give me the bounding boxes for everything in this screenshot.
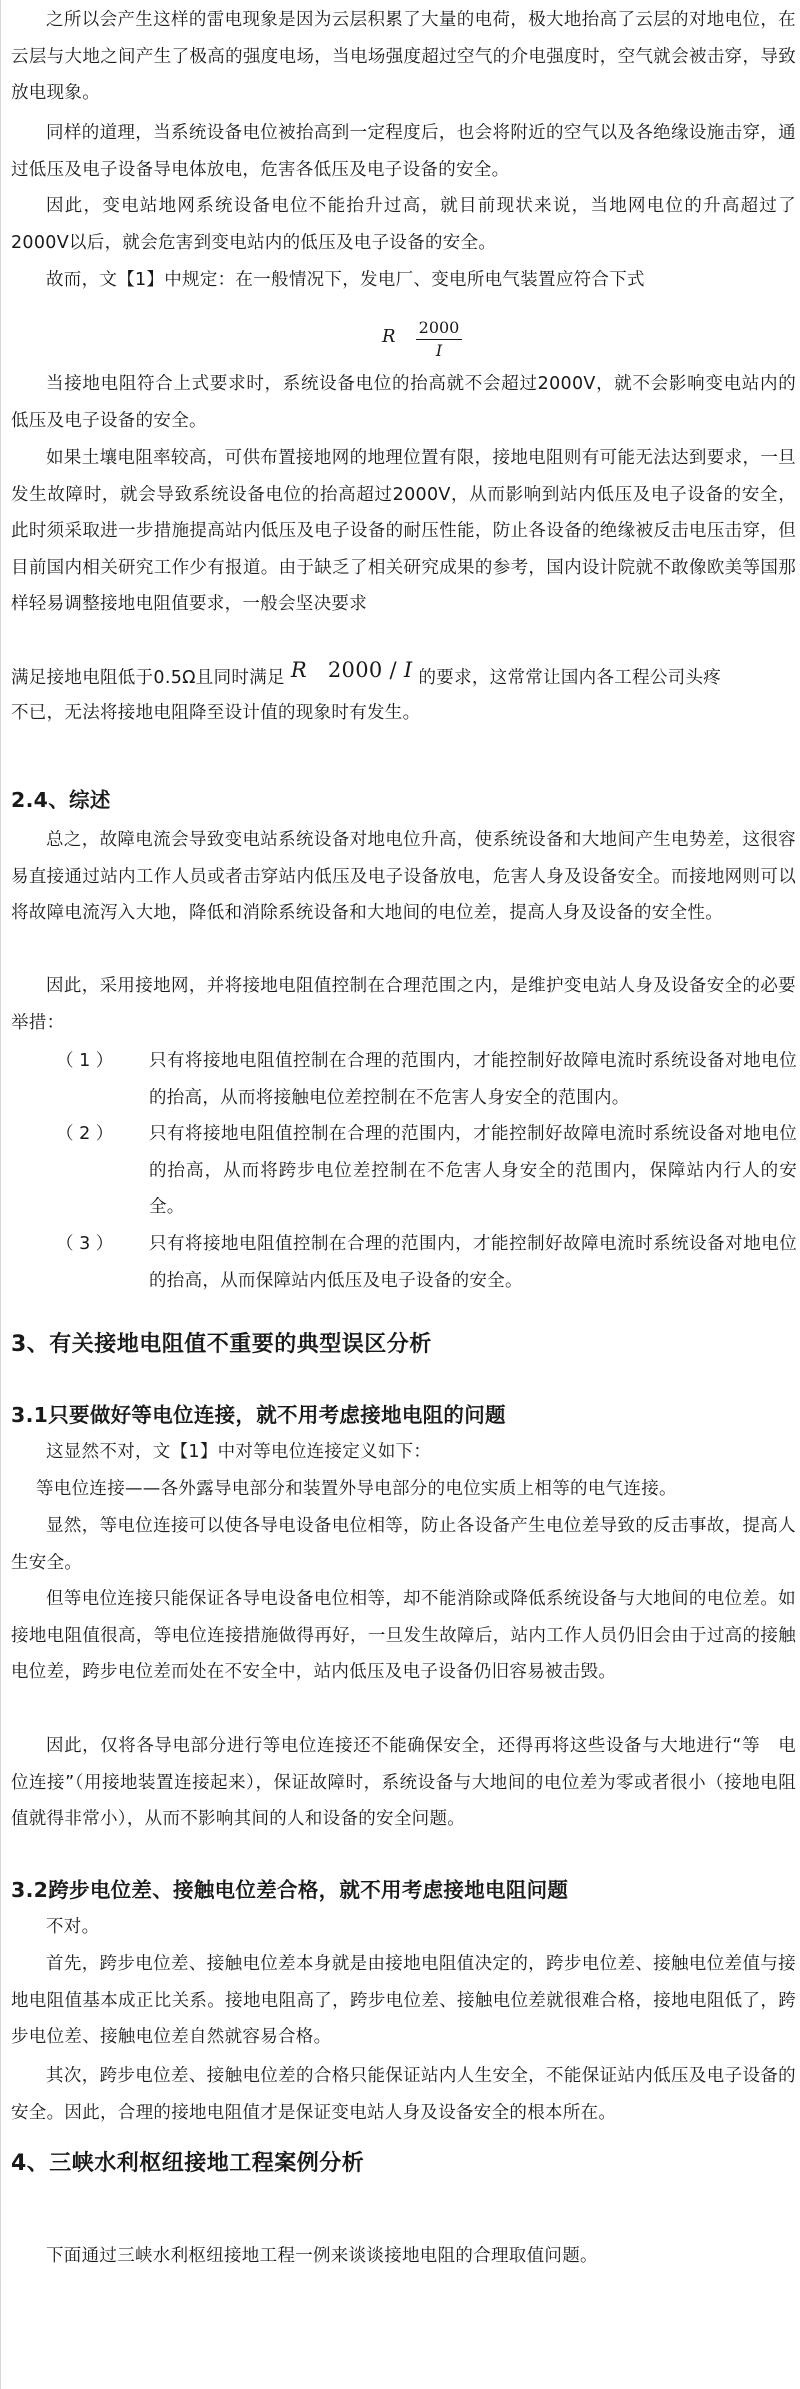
list-item-text: 只有将接地电阻值控制在合理的范围内，才能控制好故障电流时系统设备对地电位的抬高，从而将跨步电位差控制在不危害人身安全的范围内，保障站内行人的安全。	[149, 1124, 797, 1217]
list-item-label: （ 3 ）	[56, 1234, 114, 1254]
paragraph-lightning-cause: 之所以会产生这样的雷电现象是因为云层积累了大量的电荷，极大地抬高了云层的对地电位，在云层与大地之间产生了极高的强度电场，当电场强度超过空气的介电强度时，空气就会被击穿，导致放电现象。	[11, 10, 796, 103]
paragraph-necessity: 因此，采用接地网，并将接地电阻值控制在合理范围之内，是维护变电站人身及设备安全的必要举措：	[11, 976, 796, 1033]
paragraph-regulation: 故而，文【1】中规定：在一般情况下，发电厂、变电所电气装置应符合下式	[46, 270, 645, 290]
heading-section-3-2: 3.2跨步电位差、接触电位差合格，就不用考虑接地电阻问题	[11, 1878, 569, 1902]
paragraph-requirement-end: 不已，无法将接地电阻降至设计值的现象时有发生。	[11, 703, 421, 723]
paragraph-incorrect: 不对。	[46, 1917, 100, 1937]
paragraph-high-resistivity: 如果土壤电阻率较高，可供布置接地网的地理位置有限，接地电阻则有可能无法达到要求，一旦发生故障时，就会导致系统设备电位的抬高超过2000V，从而影响到站内低压及电子设备的安全，此时须采取进一步措施提高站内低压及电子设备的耐压性能，防止各设备的绝缘被反击电压击穿，但目前国内相关研究工作少有报道。由于缺乏了相关研究成果的参考，国内设计院就不敢像欧美等国那样轻易调整接地电阻值要求，一般会坚决要求	[11, 448, 796, 614]
formula-fraction	[416, 318, 462, 361]
paragraph-second: 其次，跨步电位差、接触电位差的合格只能保证站内人生安全，不能保证站内低压及电子设备的安全。因此，合理的接地电阻值才是保证变电站人身及设备安全的根本所在。	[11, 2066, 796, 2123]
inline-formula	[285, 652, 419, 689]
paragraph-first: 首先，跨步电位差、接触电位差本身就是由接地电阻值决定的，跨步电位差、接触电位差值与接地电阻值基本成正比关系。接地电阻高了，跨步电位差、接触电位差就很难合格，接地电阻低了，跨步电位差、接触电位差自然就容易合格。	[11, 1954, 796, 2047]
list-item-label: （ 1 ）	[56, 1051, 114, 1071]
inline-formula-i: I	[403, 658, 413, 682]
list-item-label: （ 2 ）	[56, 1124, 114, 1144]
heading-section-3-1: 3.1只要做好等电位连接，就不用考虑接地电阻的问题	[11, 1403, 506, 1427]
paragraph-summary: 总之，故障电流会导致变电站系统设备对地电位升高，使系统设备和大地间产生电势差，这很容易直接通过站内工作人员或者击穿站内低压及电子设备放电，危害人身及设备安全。而接地网则可以将故障电流泻入大地，降低和消除系统设备和大地间的电位差，提高人身及设备的安全性。	[11, 830, 796, 923]
paragraph-same-principle: 同样的道理，当系统设备电位被抬高到一定程度后，也会将附近的空气以及各绝缘设施击穿，通过低压及电子设备导电体放电，危害各低压及电子设备的安全。	[11, 123, 796, 180]
formula-numerator: 2000	[418, 318, 460, 337]
requirement-text-after: 的要求，这常常让国内各工程公司头疼	[418, 668, 722, 688]
formula-r: R	[382, 326, 396, 347]
fraction-bar	[416, 339, 462, 340]
inline-formula-r: R	[290, 658, 307, 682]
heading-section-2-4: 2.4、综述	[11, 788, 111, 812]
paragraph-ground-connection: 因此，仅将各导电部分进行等电位连接还不能确保安全，还得再将这些设备与大地进行“等 电位连接”（用接地装置连接起来），保证故障时，系统设备与大地间的电位差为零或者很小（接地电阻值就得非常小），从而不影响其间的人和设备的安全问题。	[11, 1736, 796, 1829]
paragraph-definition: 等电位连接——各外露导电部分和装置外导电部分的电位实质上相等的电气连接。	[36, 1479, 677, 1499]
list-item-text: 只有将接地电阻值控制在合理的范围内，才能控制好故障电流时系统设备对地电位的抬高，从而将接触电位差控制在不危害人身安全的范围内。	[149, 1051, 797, 1108]
paragraph-equipotential-limit: 但等电位连接只能保证各导电设备电位相等，却不能消除或降低系统设备与大地间的电位差。如接地电阻值很高，等电位连接措施做得再好，一旦发生故障后，站内工作人员仍旧会由于过高的接触电位差，跨步电位差而处在不安全中，站内低压及电子设备仍旧容易被击毁。	[11, 1589, 796, 1682]
heading-section-4: 4、三峡水利枢纽接地工程案例分析	[11, 2151, 365, 2176]
paragraph-not-correct: 这显然不对，文【1】中对等电位连接定义如下：	[46, 1442, 432, 1462]
paragraph-potential-limit: 因此，变电站地网系统设备电位不能抬升过高，就目前现状来说，当地网电位的升高超过了2000V以后，就会危害到变电站内的低压及电子设备的安全。	[11, 196, 796, 253]
formula-denominator: I	[435, 341, 443, 360]
requirement-text-before: 满足接地电阻低于0.5Ω且同时满足	[11, 668, 285, 688]
paragraph-case-intro: 下面通过三峡水利枢纽接地工程一例来谈谈接地电阻的合理取值问题。	[46, 2246, 598, 2266]
paragraph-equipotential-benefit: 显然，等电位连接可以使各导电设备电位相等，防止各设备产生电位差导致的反击事故，提高人生安全。	[11, 1516, 796, 1573]
list-item-text: 只有将接地电阻值控制在合理的范围内，才能控制好故障电流时系统设备对地电位的抬高，从而保障站内低压及电子设备的安全。	[149, 1234, 797, 1291]
paragraph-formula-meaning: 当接地电阻符合上式要求时，系统设备电位的抬高就不会超过2000V，就不会影响变电站内的低压及电子设备的安全。	[11, 374, 796, 431]
heading-section-3: 3、有关接地电阻值不重要的典型误区分析	[11, 1332, 432, 1357]
inline-formula-value: 2000 /	[327, 658, 404, 682]
paragraph-requirement-line	[11, 658, 721, 697]
